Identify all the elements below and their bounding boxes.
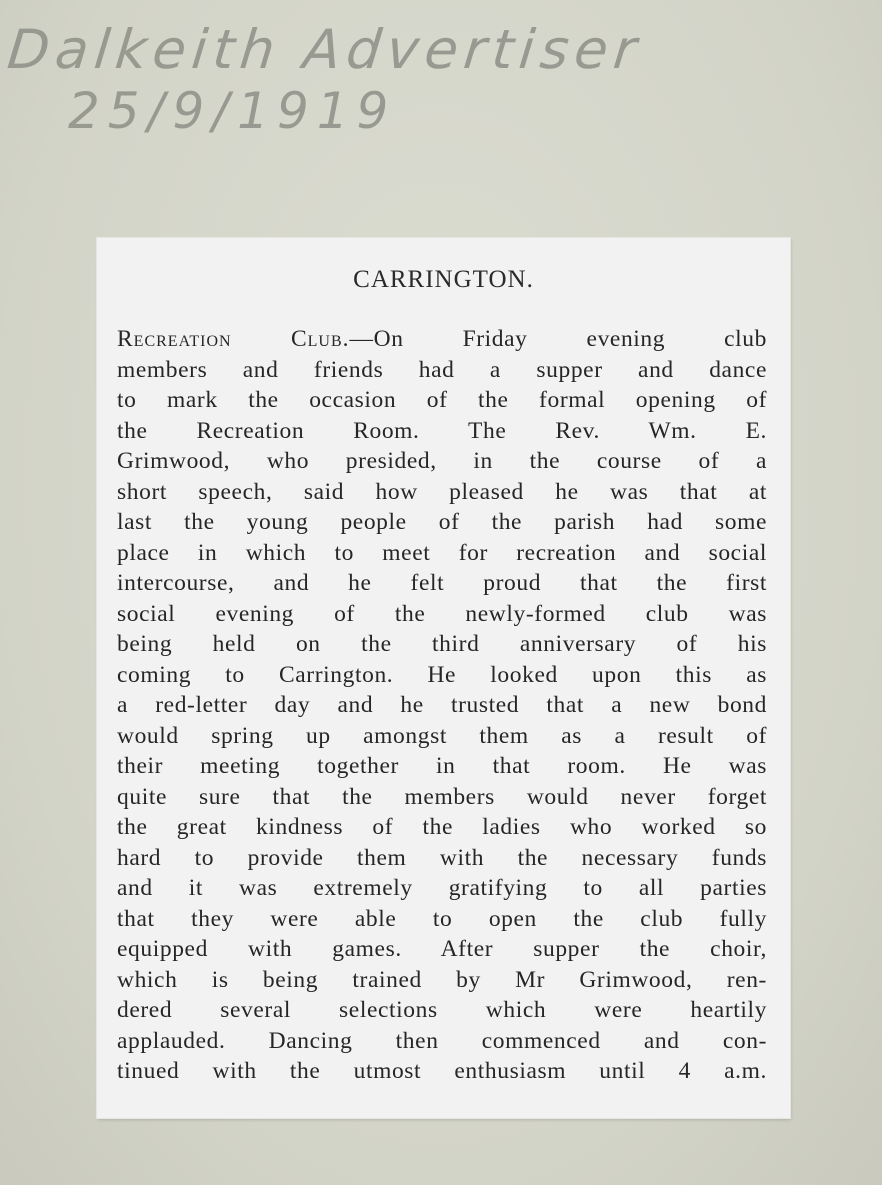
article-line: and it was extremely gratifying to all parties <box>117 875 767 901</box>
article-line: a red-letter day and he trusted that a new bond <box>117 692 767 718</box>
article-line: their meeting together in that room. He was <box>117 753 767 779</box>
clipping-headline: CARRINGTON. <box>353 266 534 293</box>
article-line: tinued with the utmost enthusiasm until 4 a.m. <box>117 1058 767 1084</box>
article-line: social evening of the newly-formed club was <box>117 600 767 627</box>
article-line: the great kindness of the ladies who worked so <box>117 814 767 840</box>
section-heading: Recreation Club. <box>117 326 350 352</box>
newspaper-clipping <box>97 238 790 1118</box>
article-line: that they were able to open the club fully <box>117 905 767 932</box>
article-line: intercourse, and he felt proud that the first <box>117 570 767 596</box>
handwritten-date: 25/9/1919 <box>68 82 397 140</box>
article-line: dered several selections which were heartily <box>117 997 767 1023</box>
article-line: being held on the third anniversary of his <box>117 631 767 657</box>
article-line: place in which to meet for recreation and social <box>117 539 767 566</box>
article-body <box>117 324 767 1087</box>
article-line: would spring up amongst them as a result of <box>117 722 767 749</box>
article-line: coming to Carrington. He looked upon this as <box>117 661 767 688</box>
article-line: quite sure that the members would never forget <box>117 783 767 810</box>
article-line: to mark the occasion of the formal opening of <box>117 387 767 413</box>
article-line: last the young people of the parish had some <box>117 509 767 535</box>
article-line: short speech, said how pleased he was that at <box>117 478 767 505</box>
article-line: Grimwood, who presided, in the course of a <box>117 448 767 474</box>
handwritten-publication-name: Dalkeith Advertiser <box>4 18 646 81</box>
article-line-text: —On Friday evening club <box>349 326 767 352</box>
handwritten-annotation <box>4 10 708 150</box>
article-line: equipped with games. After supper the choir, <box>117 936 767 962</box>
article-line: which is being trained by Mr Grimwood, ren- <box>117 966 767 993</box>
article-line: applauded. Dancing then commenced and con- <box>117 1027 767 1054</box>
article-line: the Recreation Room. The Rev. Wm. E. <box>117 417 767 444</box>
article-line: hard to provide them with the necessary funds <box>117 844 767 871</box>
article-line: members and friends had a supper and dance <box>117 356 767 383</box>
article-line <box>117 324 767 355</box>
